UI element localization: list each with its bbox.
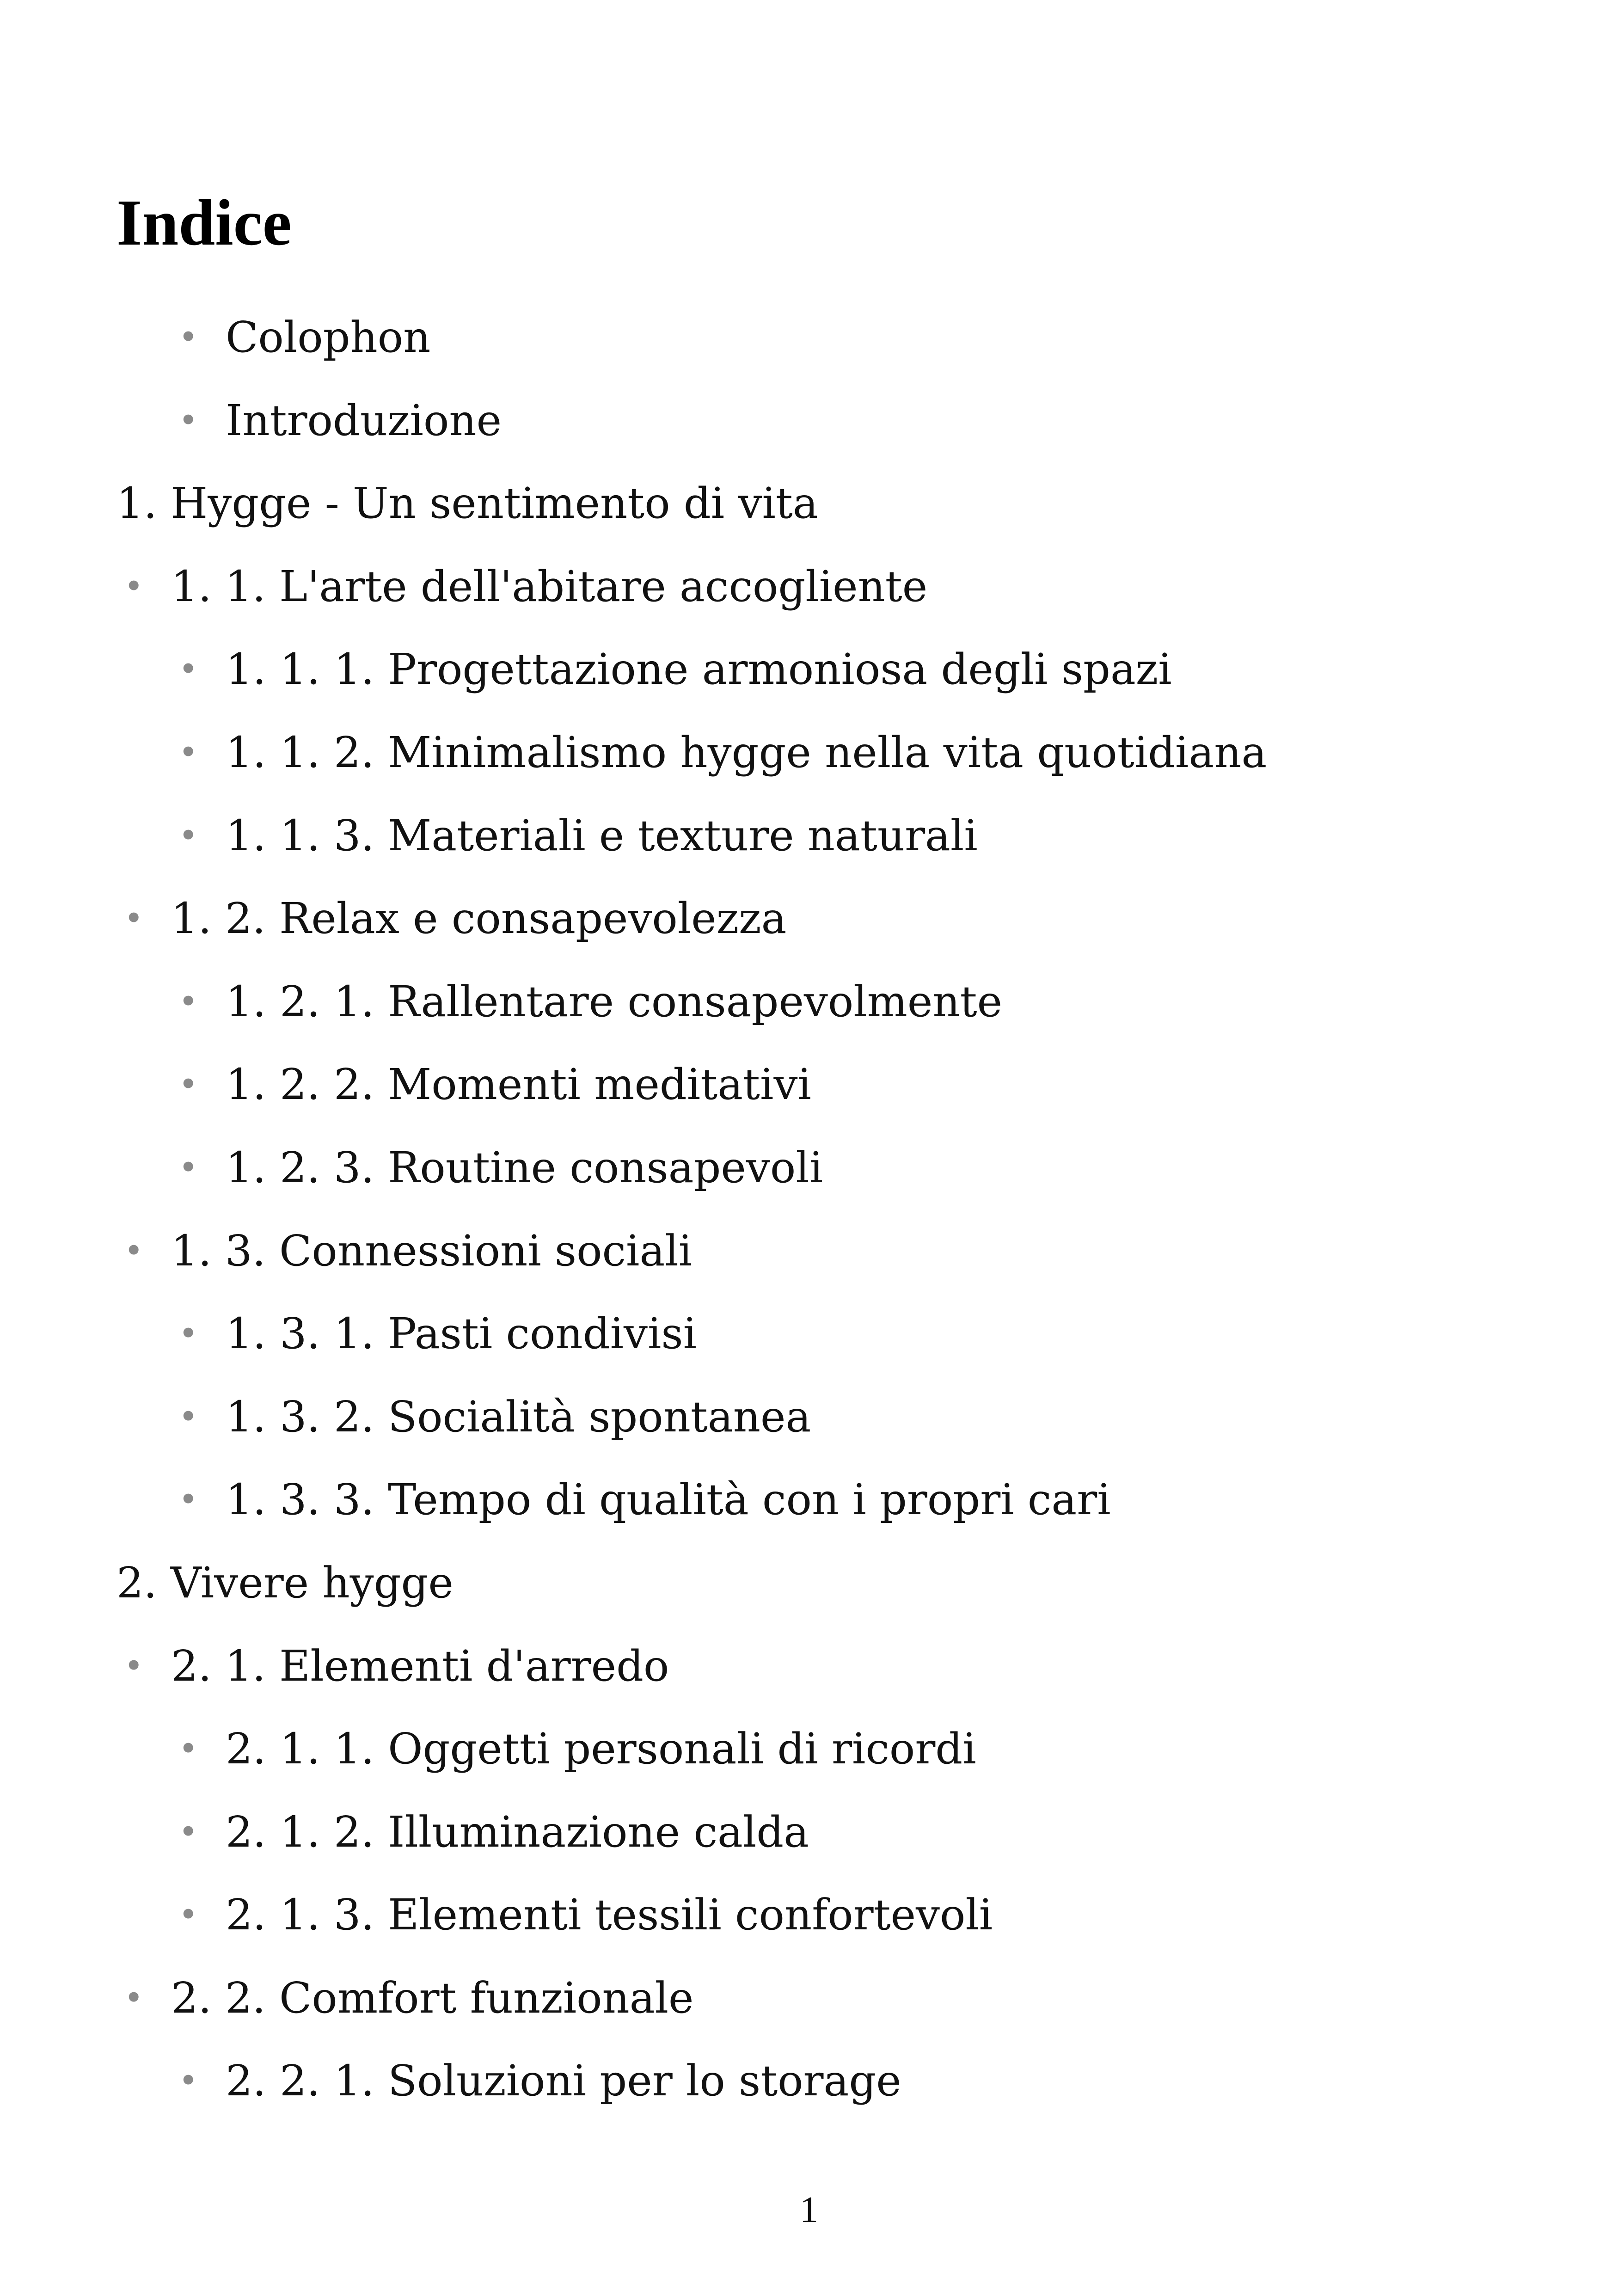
toc-subsection[interactable] [0, 628, 1618, 711]
toc-entry-label[interactable]: 1. 1. 2. Minimalismo hygge nella vita quotidiana [226, 727, 1267, 777]
toc-subsection[interactable] [0, 296, 1618, 379]
toc-subsection[interactable] [0, 1458, 1618, 1541]
toc-subsection[interactable] [0, 1791, 1618, 1874]
toc-entry-label[interactable]: 2. 1. 1. Oggetti personali di ricordi [226, 1724, 976, 1774]
bullet-icon: • [124, 1646, 144, 1685]
bullet-icon: • [178, 318, 198, 356]
toc-subsection[interactable] [0, 1043, 1618, 1126]
toc-entry-label[interactable]: 1. 2. Relax e consapevolezza [171, 894, 787, 944]
toc-entry-label[interactable]: 1. 2. 3. Routine consapevoli [226, 1142, 823, 1192]
toc-subsection[interactable] [0, 1375, 1618, 1459]
toc-subsection[interactable] [0, 794, 1618, 878]
toc-entry-label[interactable]: 2. 2. Comfort funzionale [171, 1973, 694, 2023]
toc-subsection[interactable] [0, 2039, 1618, 2123]
bullet-icon: • [124, 1978, 144, 2017]
bullet-icon: • [178, 732, 198, 772]
toc-chapter[interactable] [0, 1541, 1618, 1625]
toc-entry-label[interactable]: 2. Vivere hygge [116, 1558, 454, 1608]
toc-section[interactable] [0, 1957, 1618, 2040]
bullet-icon: • [178, 1895, 198, 1934]
toc-subsection[interactable] [0, 960, 1618, 1044]
bullet-icon: • [178, 816, 198, 855]
bullet-icon: • [178, 1314, 198, 1353]
bullet-icon: • [124, 1231, 144, 1270]
toc-section[interactable] [0, 1209, 1618, 1293]
page-number: 1 [800, 2190, 818, 2230]
bullet-icon: • [178, 650, 198, 689]
toc-section[interactable] [0, 545, 1618, 628]
toc-entry-label[interactable]: 2. 1. Elementi d'arredo [171, 1641, 669, 1691]
toc-section[interactable] [0, 877, 1618, 960]
toc-chapter[interactable] [0, 462, 1618, 545]
bullet-icon: • [178, 1480, 198, 1519]
bullet-icon: • [178, 1065, 198, 1104]
toc-subsection[interactable] [0, 1873, 1618, 1957]
toc-entry-label[interactable]: 1. 3. 3. Tempo di qualità con i propri cari [226, 1475, 1111, 1525]
bullet-icon: • [178, 982, 198, 1021]
toc-entry-label[interactable]: 1. Hygge - Un sentimento di vita [116, 479, 818, 528]
bullet-icon: • [124, 566, 144, 606]
bullet-icon: • [178, 400, 198, 440]
toc-entry-label[interactable]: 1. 3. 1. Pasti condivisi [226, 1309, 697, 1359]
page-title: Indice [116, 186, 292, 259]
bullet-icon: • [178, 2061, 198, 2100]
bullet-icon: • [124, 899, 144, 938]
toc-entry-label[interactable]: 2. 2. 1. Soluzioni per lo storage [226, 2056, 901, 2106]
table-of-contents [0, 296, 1618, 2123]
toc-entry-label[interactable]: Introduzione [226, 395, 502, 445]
toc-entry-label[interactable]: 2. 1. 2. Illuminazione calda [226, 1807, 809, 1857]
toc-entry-label[interactable]: 1. 1. 1. Progettazione armoniosa degli spazi [226, 645, 1172, 694]
toc-entry-label[interactable]: 1. 3. Connessioni sociali [171, 1226, 693, 1276]
bullet-icon: • [178, 1148, 198, 1187]
bullet-icon: • [178, 1397, 198, 1436]
toc-entry-label[interactable]: 1. 1. 3. Materiali e texture naturali [226, 810, 978, 860]
bullet-icon: • [178, 1812, 198, 1851]
toc-entry-label[interactable]: 1. 3. 2. Socialità spontanea [226, 1392, 811, 1442]
toc-subsection[interactable] [0, 711, 1618, 794]
toc-entry-label[interactable]: 1. 2. 2. Momenti meditativi [226, 1060, 811, 1110]
bullet-icon: • [178, 1729, 198, 1768]
toc-subsection[interactable] [0, 379, 1618, 462]
toc-subsection[interactable] [0, 1126, 1618, 1209]
toc-entry-label[interactable]: 1. 2. 1. Rallentare consapevolmente [226, 976, 1003, 1026]
toc-entry-label[interactable]: Colophon [226, 313, 431, 362]
toc-section[interactable] [0, 1625, 1618, 1708]
toc-entry-label[interactable]: 1. 1. L'arte dell'abitare accogliente [171, 561, 928, 611]
toc-subsection[interactable] [0, 1292, 1618, 1375]
toc-subsection[interactable] [0, 1707, 1618, 1791]
toc-entry-label[interactable]: 2. 1. 3. Elementi tessili confortevoli [226, 1890, 993, 1940]
